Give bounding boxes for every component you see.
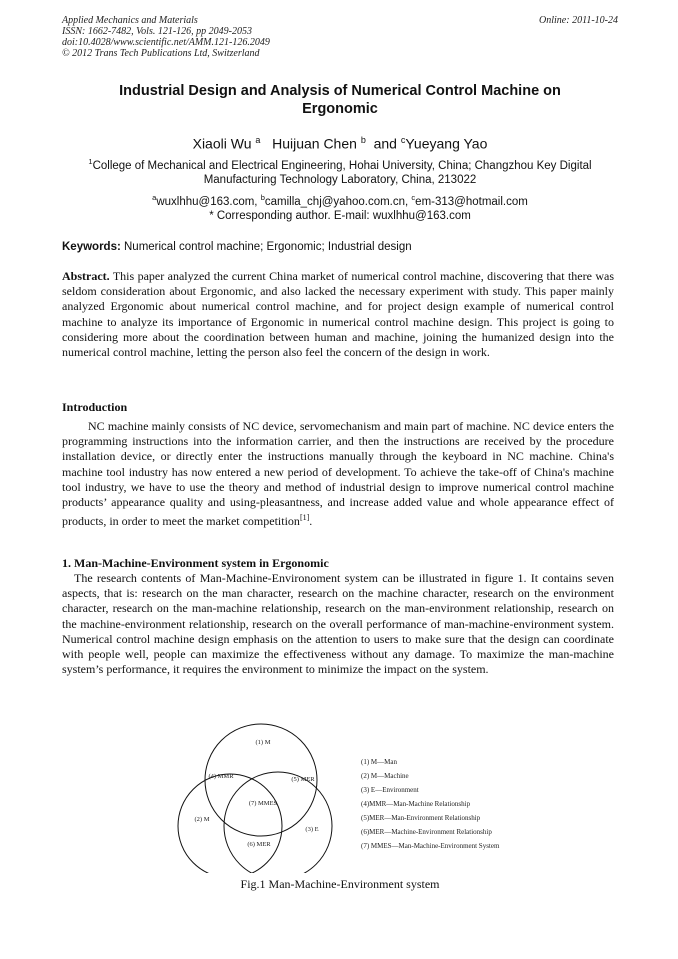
label-man: (1) M — [255, 739, 271, 746]
introduction-paragraph — [62, 419, 614, 529]
section-1-paragraph: The research contents of Man-Machine-Environoment system can be illustrated in figure 1. It contains seven aspects, that is: research on the man character, research on the machine character, research on the environment character, research on the man-machine relationship, research on the man-environment relationship, research on the machine-environment relationship, research on the overall performance of man-machine-environment system. Numerical control machine design emphasis on the attention to users to make sure that the design can coordinate with people well, people can maximize the effectiveness without any damage. To maximize the man-machine system’s performance, it requires the environment to minimize the impact on the system. — [62, 571, 614, 677]
abstract-label: Abstract. — [62, 269, 110, 283]
keywords-text: Numerical control machine; Ergonomic; Industrial design — [120, 241, 412, 253]
circle-machine — [178, 774, 282, 873]
journal-name: Applied Mechanics and Materials — [62, 15, 198, 26]
author-list — [62, 131, 618, 153]
journal-issn: ISSN: 1662-7482, Vols. 121-126, pp 2049-2053 — [62, 26, 252, 37]
affiliation-line-1: College of Mechanical and Electrical Engineering, Hohai University, China; Changzhou Key Digital — [92, 159, 592, 172]
venn-diagram — [172, 723, 532, 873]
keywords-label: Keywords: — [62, 241, 121, 253]
abstract — [62, 269, 614, 360]
label-mer-bottom: (6) MER — [247, 841, 271, 848]
author-emails — [62, 191, 618, 224]
author-2-sup: b — [360, 135, 366, 145]
author-2: Huijuan Chen — [272, 135, 357, 152]
author-1: Xiaoli Wu — [192, 135, 252, 152]
label-mmes: (7) MMES — [248, 800, 278, 807]
figure-1 — [172, 723, 532, 873]
email-b-sup: b — [260, 193, 265, 202]
author-and: and — [373, 135, 397, 152]
label-mmr: (4) MMR — [208, 773, 234, 780]
keywords — [62, 240, 618, 255]
abstract-text: This paper analyzed the current China market of numerical control machine, discovering that there was seldom consideration about Ergonomic, and also lacked the necessary experiment with study. This paper mainly analyzed Ergonomic about numerical control machine, and for project design example of numerical control machine to analyze its importance of Ergonomic in numerical control machine design. This project is going to considering more about the coordination between human and machine, joining the humanized design into the numerical control machine, letting the person also feel the concern of the design in work. — [62, 269, 614, 360]
affiliation — [62, 155, 618, 188]
label-mer-right: (5) MER — [291, 776, 315, 783]
author-3-sup: c — [400, 135, 406, 145]
email-c: em-313@hotmail.com — [415, 195, 528, 208]
title-line-2: Ergonomic — [302, 101, 378, 117]
legend-item: (4)MMR—Man-Machine Relationship — [361, 800, 471, 808]
affiliation-sup: 1 — [88, 157, 93, 166]
email-a: wuxlhhu@163.com, — [156, 195, 261, 208]
label-environment: (3) E — [305, 826, 319, 833]
circle-environment — [224, 772, 332, 873]
introduction-text: NC machine mainly consists of NC device, servomechanism and main part of machine. NC device enters the programming instructions into the information carrier, and then the instructions are received by the procedure installation device, or directly enter the instructions manually through the keyboard in NC machine. China's machine tool industry has now entered a new period of development. To achieve the take-off of China's machine tool industry, we have to use the theory and method of industrial design to improve numerical control machine products’ appearance quality and using-pleasantness, and increase added value and whole appearance effect of products, in order to meet the market competition — [62, 419, 614, 529]
legend-item: (2) M—Machine — [361, 772, 409, 780]
journal-header — [62, 15, 618, 59]
affiliation-line-2: Manufacturing Technology Laboratory, China, 213022 — [203, 174, 477, 187]
journal-copyright: © 2012 Trans Tech Publications Ltd, Switzerland — [62, 48, 260, 59]
author-1-sup: a — [255, 135, 261, 145]
section-1-heading: 1. Man-Machine-Environment system in Ergonomic — [62, 556, 329, 570]
email-c-sup: c — [411, 193, 416, 202]
journal-doi: doi:10.4028/www.scientific.net/AMM.121-126.2049 — [62, 37, 270, 48]
title-line-1: Industrial Design and Analysis of Numerical Control Machine on — [119, 83, 561, 99]
legend-item: (1) M—Man — [361, 758, 397, 766]
legend-item: (5)MER—Man-Environment Relationship — [361, 814, 481, 822]
citation-1: [1] — [299, 513, 310, 523]
online-date: Online: 2011-10-24 — [539, 15, 618, 26]
email-b: camilla_chj@yahoo.com.cn, — [264, 195, 412, 208]
figure-caption: Fig.1 Man-Machine-Environment system — [240, 877, 440, 891]
paper-title — [62, 82, 618, 118]
legend-item: (7) MMES—Man-Machine-Environment System — [361, 842, 500, 850]
author-3: Yueyang Yao — [405, 135, 488, 152]
corresponding-author: * Corresponding author. E-mail: wuxlhhu@163.com — [209, 210, 471, 223]
email-a-sup: a — [152, 193, 157, 202]
legend-item: (6)MER—Machine-Environment Relationship — [361, 828, 492, 836]
introduction-heading: Introduction — [62, 400, 128, 414]
legend-item: (3) E—Environment — [361, 786, 419, 794]
label-machine: (2) M — [194, 816, 210, 823]
introduction-end: . — [309, 514, 313, 529]
